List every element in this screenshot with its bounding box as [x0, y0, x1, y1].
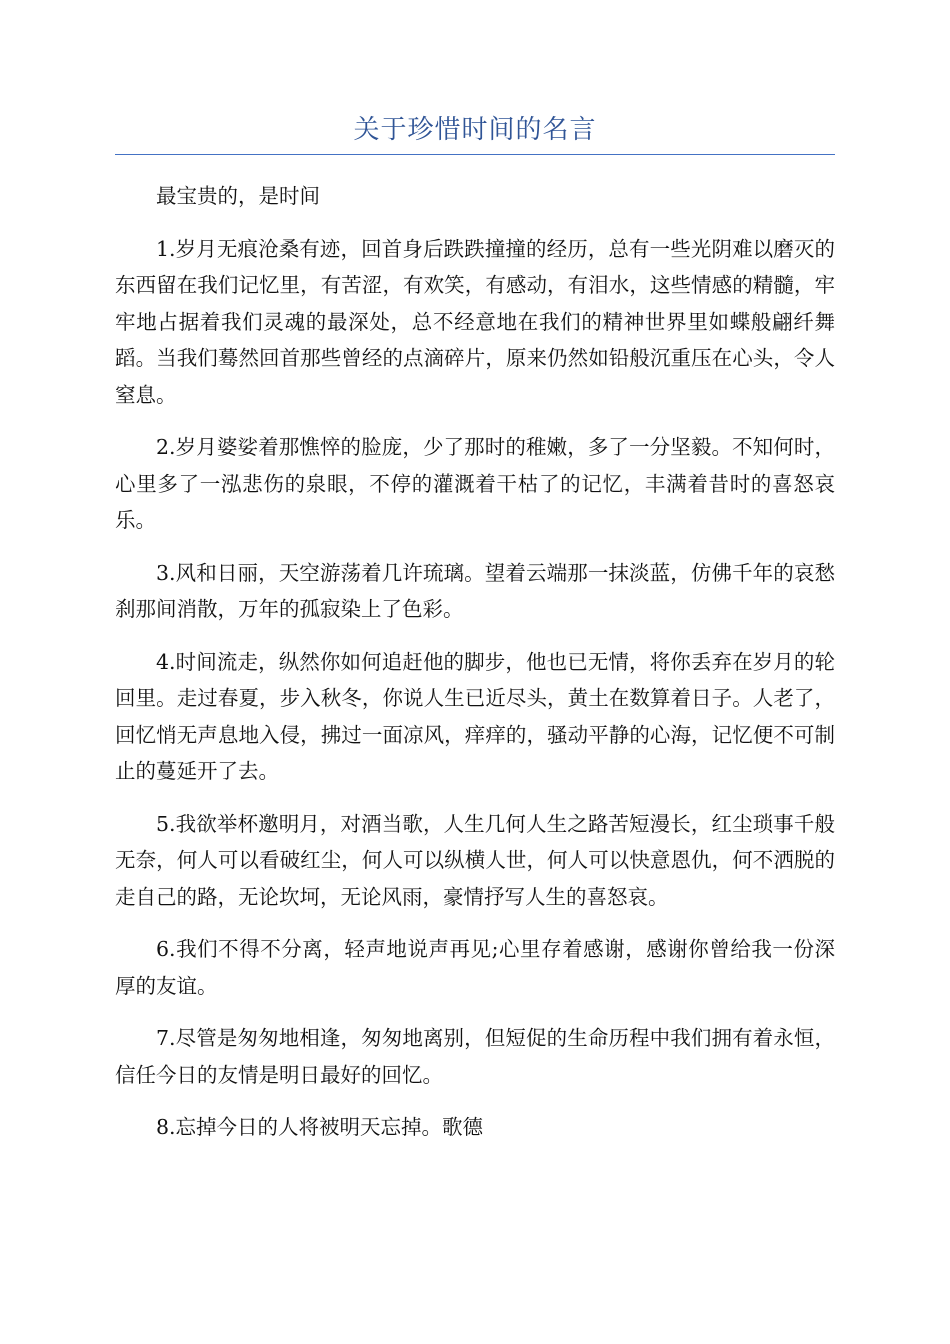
document-title: 关于珍惜时间的名言 — [353, 115, 597, 145]
title-underline — [115, 154, 835, 155]
paragraph-quote-1: 1.岁月无痕沧桑有迹，回首身后跌跌撞撞的经历，总有一些光阴难以磨灭的东西留在我们记忆里，有苦涩，有欢笑，有感动，有泪水，这些情感的精髓，牢牢地占据着我们灵魂的最深处，总不经意地在我们的精神世界里如蝶般翩纤舞蹈。当我们蓦然回首那些曾经的点滴碎片，原来仍然如铅般沉重压在心头，令人窒息。 — [115, 236, 835, 407]
paragraph-quote-2: 2.岁月婆娑着那憔悴的脸庞，少了那时的稚嫩，多了一分坚毅。不知何时，心里多了一泓悲伤的泉眼，不停的灌溉着干枯了的记忆，丰满着昔时的喜怒哀乐。 — [115, 435, 835, 532]
paragraph-intro: 最宝贵的，是时间 — [156, 184, 320, 208]
paragraph-quote-8: 8.忘掉今日的人将被明天忘掉。歌德 — [156, 1115, 484, 1139]
paragraph-quote-4: 4.时间流走，纵然你如何追赶他的脚步，他也已无情，将你丢弃在岁月的轮回里。走过春夏，步入秋冬，你说人生已近尽头，黄土在数算着日子。人老了，回忆悄无声息地入侵，拂过一面凉风，痒痒的，骚动平静的心海，记忆便不可制止的蔓延开了去。 — [115, 649, 835, 783]
paragraph-quote-5: 5.我欲举杯邀明月，对酒当歌，人生几何人生之路苦短漫长，红尘琐事千般无奈，何人可以看破红尘，何人可以纵横人世，何人可以快意恩仇，何不洒脱的走自己的路，无论坎坷，无论风雨，豪情抒写人生的喜怒哀。 — [115, 811, 835, 909]
document-body — [115, 178, 835, 1162]
paragraph-quote-7: 7.尽管是匆匆地相逢，匆匆地离别，但短促的生命历程中我们拥有着永恒，信任今日的友情是明日最好的回忆。 — [115, 1026, 835, 1087]
paragraph-quote-6: 6.我们不得不分离，轻声地说声再见;心里存着感谢，感谢你曾给我一份深厚的友谊。 — [115, 937, 835, 998]
paragraph-quote-3: 3.风和日丽，天空游荡着几许琉璃。望着云端那一抹淡蓝，仿佛千年的哀愁刹那间消散，万年的孤寂染上了色彩。 — [115, 560, 835, 621]
